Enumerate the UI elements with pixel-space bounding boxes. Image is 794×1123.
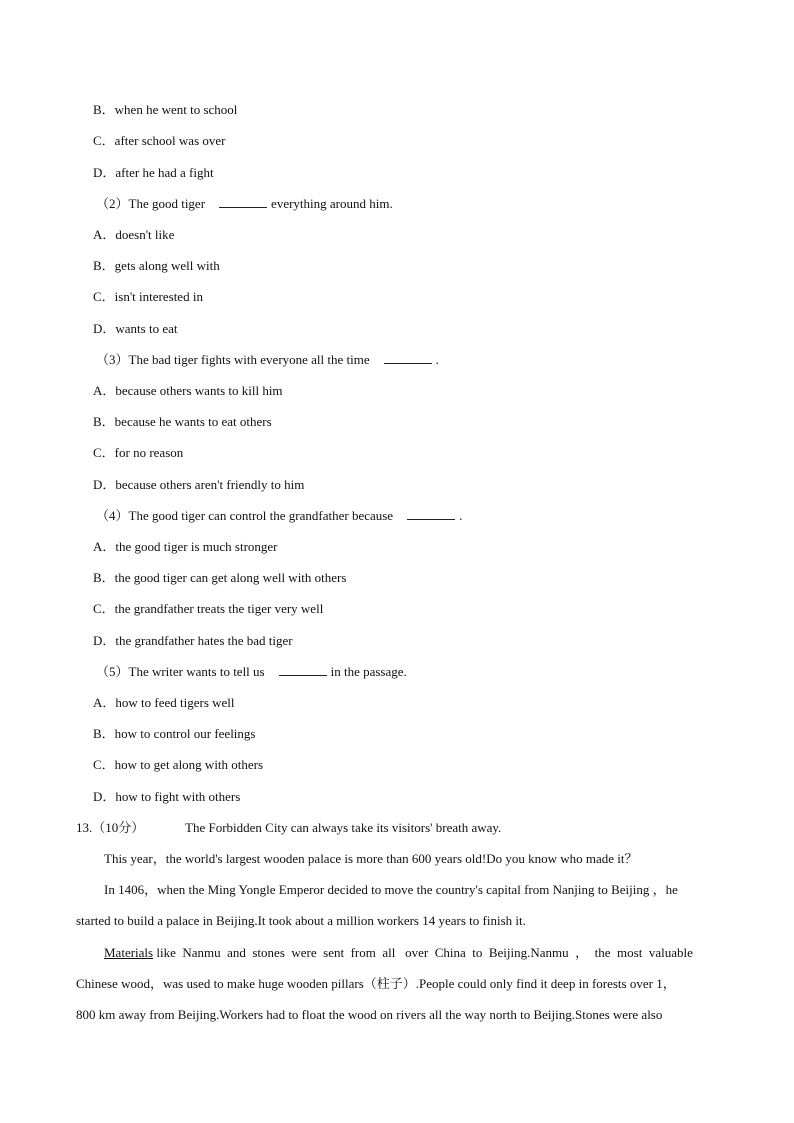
passage-text: like Nanmu and stones were sent from all over China to Beijing.Nanmu ， the most valuable	[153, 945, 693, 960]
question-3-stem	[96, 352, 439, 368]
passage-title-line: The Forbidden City can always take its visitors' breath away.	[185, 820, 502, 835]
question-5-text-end: in the passage.	[330, 664, 407, 679]
answer-blank	[219, 196, 267, 208]
question-2-stem	[96, 196, 393, 212]
q1-option-d: D．after he had a fight	[93, 165, 214, 180]
q2-option-b: B．gets along well with	[93, 258, 220, 273]
q1-option-b: B．when he went to school	[93, 102, 238, 117]
passage-paragraph-3-line-1	[104, 945, 693, 961]
q2-option-c: C．isn't interested in	[93, 289, 203, 304]
question-5-text: （5）The writer wants to tell us	[96, 664, 265, 679]
question-2-text-end: everything around him.	[271, 196, 393, 211]
answer-blank	[384, 352, 432, 364]
q5-option-a: A．how to feed tigers well	[93, 695, 235, 710]
answer-blank	[407, 508, 455, 520]
underlined-word: Materials	[104, 945, 154, 960]
question-4-text-end: .	[459, 508, 463, 523]
passage-text: In 1406，when the Ming Yongle Emperor decided to move the country's capital from Nanjing to Beijing ，he	[104, 882, 678, 897]
q5-option-c: C．how to get along with others	[93, 757, 264, 772]
answer-blank	[279, 664, 327, 676]
question-5-stem	[96, 664, 407, 680]
passage-paragraph-1: This year，the world's largest wooden palace is more than 600 years old!Do you know who made it？	[104, 851, 638, 866]
q3-option-b: B．because he wants to eat others	[93, 414, 272, 429]
question-4-text: （4）The good tiger can control the grandfather because	[96, 508, 394, 523]
question-3-text-end: .	[435, 352, 439, 367]
question-3-text: （3）The bad tiger fights with everyone all the time	[96, 352, 370, 367]
passage-paragraph-3-line-3: 800 km away from Beijing.Workers had to float the wood on rivers all the way north to Beijing.Stones were also	[76, 1007, 663, 1022]
q4-option-c: C．the grandfather treats the tiger very well	[93, 601, 324, 616]
passage-paragraph-2-line-2: started to build a palace in Beijing.It took about a million workers 14 years to finish it.	[76, 913, 526, 928]
q2-option-a: A．doesn't like	[93, 227, 175, 242]
question-13-number: 13.（10分）	[76, 820, 145, 835]
q2-option-d: D．wants to eat	[93, 321, 178, 336]
q5-option-d: D．how to fight with others	[93, 789, 241, 804]
q3-option-d: D．because others aren't friendly to him	[93, 477, 305, 492]
q5-option-b: B．how to control our feelings	[93, 726, 256, 741]
q1-option-c: C．after school was over	[93, 133, 226, 148]
q4-option-a: A．the good tiger is much stronger	[93, 539, 278, 554]
q3-option-c: C．for no reason	[93, 445, 184, 460]
passage-paragraph-3-line-2: Chinese wood，was used to make huge wooden pillars（柱子）.People could only find it deep in forests over 1，	[76, 976, 676, 991]
question-2-text: （2）The good tiger	[96, 196, 206, 211]
question-4-stem	[96, 508, 462, 524]
q4-option-b: B．the good tiger can get along well with others	[93, 570, 347, 585]
q4-option-d: D．the grandfather hates the bad tiger	[93, 633, 293, 648]
passage-paragraph-2-line-1	[104, 882, 718, 898]
q3-option-a: A．because others wants to kill him	[93, 383, 283, 398]
